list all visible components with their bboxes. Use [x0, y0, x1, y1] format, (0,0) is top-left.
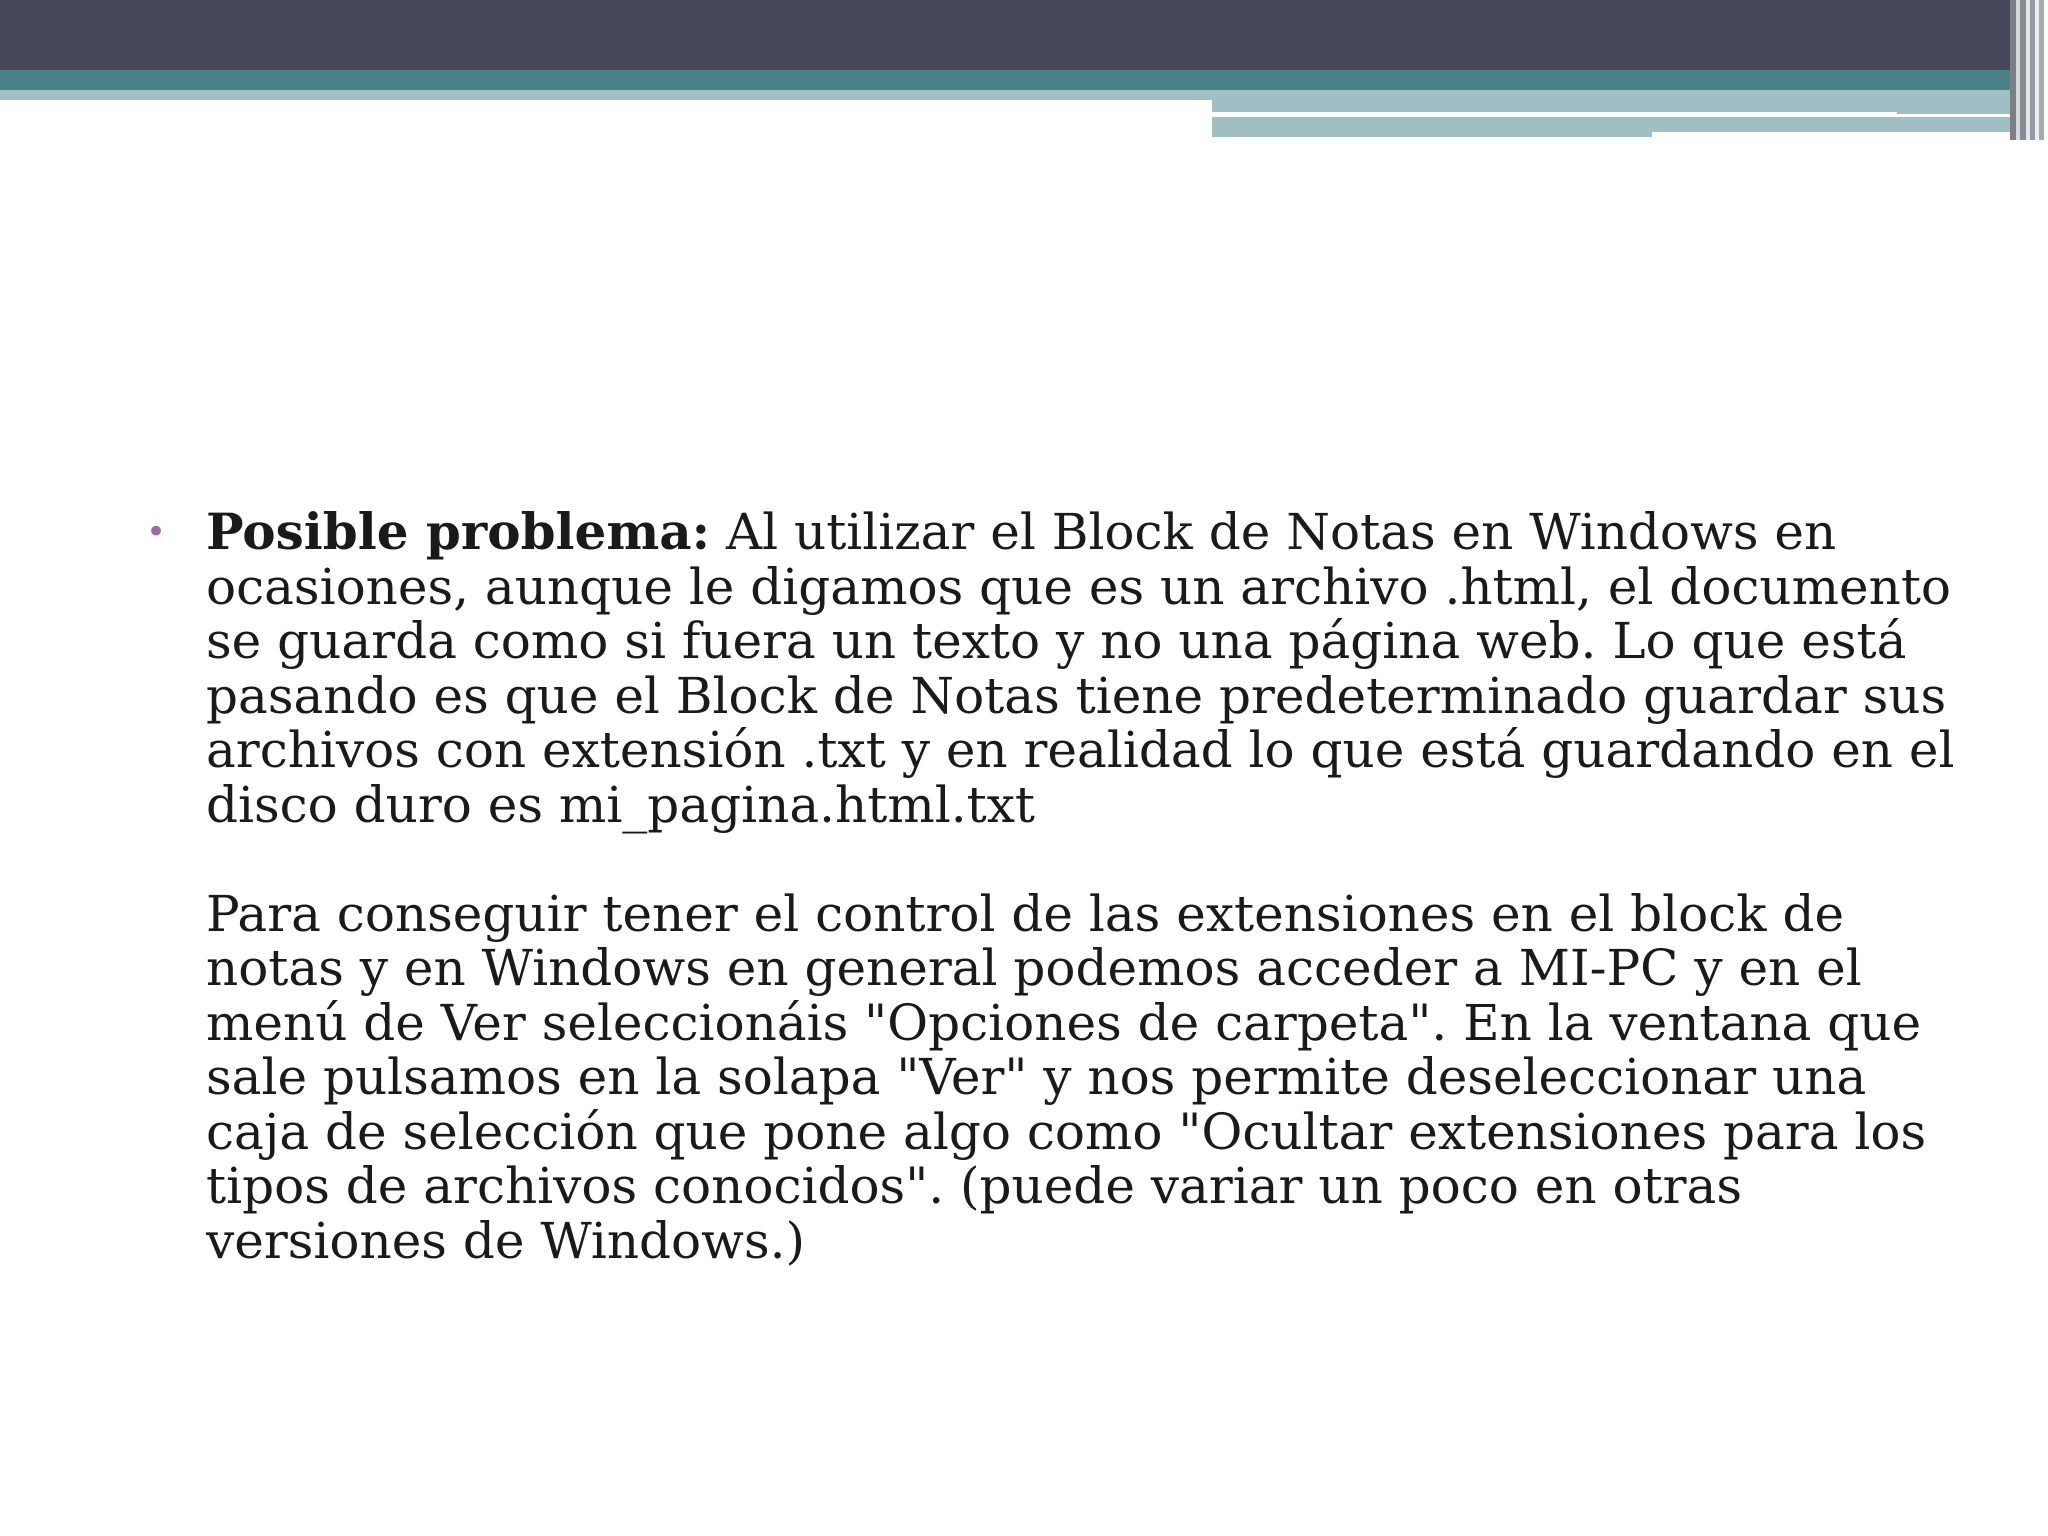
paragraph-2-line-6: tipos de archivos conocidos". (puede variar un poco en otras — [206, 1157, 1743, 1215]
paragraph-1-line-6: disco duro es mi_pagina.html.txt — [206, 775, 1036, 834]
paragraph-2-line-1: Para conseguir tener el control de las extensiones en el block de — [206, 884, 1845, 943]
paragraph-1-line-1 — [206, 502, 1938, 561]
paragraph-1-line-3: se guarda como si fuera un texto y no una página web. Lo que está — [206, 612, 1907, 670]
bullet-marker: • — [146, 512, 167, 552]
header-bar-dark — [0, 0, 2048, 70]
paragraph-1-line-1-text: Al utilizar el Block de Notas en Windows en — [726, 503, 1837, 561]
paragraph-2-line-7: versiones de Windows.) — [206, 1211, 805, 1270]
header-bar-teal — [0, 70, 2048, 90]
header-bar-light-left — [0, 90, 1212, 100]
paragraph-gap — [206, 832, 1938, 887]
paragraph-1-line-2: ocasiones, aunque le digamos que es un archivo .html, el documento — [206, 557, 1952, 616]
paragraph-1-line-5: archivos con extensión .txt y en realidad lo que está guardando en el — [206, 721, 1955, 779]
paragraph-2-line-4: sale pulsamos en la solapa "Ver" y nos permite deseleccionar una — [206, 1048, 1867, 1106]
paragraph-2-line-5: caja de selección que pone algo como "Ocultar extensiones para los — [206, 1102, 1927, 1161]
lead-label: Posible problema: — [206, 502, 711, 561]
edge-stripes-decoration — [1988, 0, 2048, 140]
paragraph-1-line-4: pasando es que el Block de Notas tiene predeterminado guardar sus — [206, 666, 1947, 725]
slide-body — [138, 502, 1955, 1270]
bullet-item — [138, 502, 1955, 1270]
paragraph-2-line-2: notas y en Windows en general podemos acceder a MI-PC y en el — [206, 939, 1862, 997]
header-bar-light-right — [1212, 90, 2048, 114]
paragraph-2-line-3: menú de Ver seleccionáis "Opciones de carpeta". En la ventana que — [206, 993, 1922, 1052]
